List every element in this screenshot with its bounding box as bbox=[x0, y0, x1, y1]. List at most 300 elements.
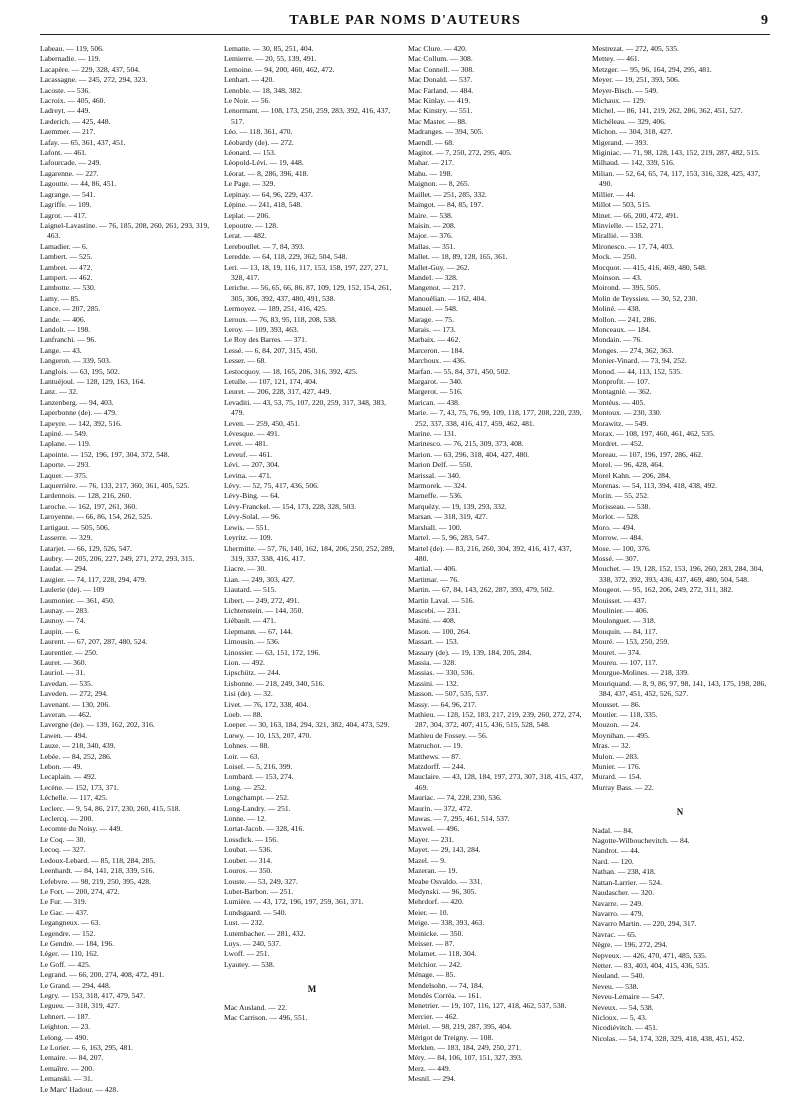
index-entry: Navarre. — 249. bbox=[592, 898, 644, 908]
index-entry: Le Lorier. — 6, 163, 295, 481. bbox=[40, 1043, 134, 1052]
index-entry: Lemaire. — 84, 207. bbox=[40, 1053, 104, 1063]
index-entry: Lacassagne. — 245, 272, 294, 323. bbox=[40, 75, 148, 85]
index-entry: Nadal. — 84. bbox=[592, 825, 633, 835]
index-entry: Lauriol. — 31. bbox=[40, 668, 86, 678]
index-entry: Lauret. — 360. bbox=[40, 657, 87, 667]
index-entry: Mironesco. — 17, 74, 403. bbox=[592, 241, 674, 251]
index-entry: Lafay. — 65, 361, 437, 451. bbox=[40, 137, 126, 147]
index-entry: Lévy-Solal. — 96. bbox=[224, 512, 281, 522]
index-entry: Nicodiévitch. — 451. bbox=[592, 1023, 658, 1033]
index-entry: Moutier. — 118, 335. bbox=[592, 710, 658, 719]
index-entry: Leyritz. — 109. bbox=[224, 533, 273, 543]
index-entry: Lefebvre. — 98, 219, 250, 395, 428. bbox=[40, 876, 151, 886]
index-entry: Minvielle. — 152, 271. bbox=[592, 220, 664, 230]
index-entry: Mordret. — 452. bbox=[592, 439, 644, 449]
index-entry: Michon. — 304, 318, 427. bbox=[592, 127, 673, 137]
index-entry: Minet. — 66, 200, 472, 491. bbox=[592, 210, 679, 220]
index-entry: Laudat. — 294. bbox=[40, 564, 88, 574]
index-entry: Mock. — 250. bbox=[592, 252, 637, 262]
index-entry: Le Grand. — 294, 448. bbox=[40, 980, 111, 990]
index-entry: Milian. — 52, 64, 65, 74, 117, 153, 316, 328, 425, 437, 490. bbox=[592, 168, 761, 189]
index-entry: Lardennois. — 128, 216, 260. bbox=[40, 491, 132, 501]
index-entry: Lanz. — 32. bbox=[40, 387, 78, 397]
index-entry: Laroche. — 162, 197, 261, 360. bbox=[40, 501, 138, 511]
index-entry: Mazeran. — 19. bbox=[408, 866, 458, 876]
index-entry: Monier-Vinard. — 73, 94, 252. bbox=[592, 356, 687, 366]
index-entry: Massart. — 153. bbox=[408, 637, 459, 647]
index-entry: Léonard. — 153. bbox=[224, 148, 276, 158]
index-entry: Léopold-Lévi. — 19, 448. bbox=[224, 158, 304, 168]
index-entry: Lebée. — 84, 252, 286. bbox=[40, 751, 112, 761]
index-entry: Léchelle. — 117, 425. bbox=[40, 793, 108, 803]
index-entry: Laperbonne (de). — 479. bbox=[40, 408, 117, 418]
index-entry: Maisin. — 208. bbox=[408, 220, 456, 230]
index-entry: Lambotte. — 530. bbox=[40, 283, 96, 293]
index-entry: Morrow. — 484. bbox=[592, 533, 643, 543]
index-entry: Lisbonne. — 218, 249, 340, 516. bbox=[224, 678, 325, 688]
index-entry: Morenas. — 54, 113, 394, 418, 438, 492. bbox=[592, 481, 718, 491]
index-entry: Murray Bass. — 22. bbox=[592, 782, 654, 792]
index-entry: Louste. — 53, 249, 327. bbox=[224, 876, 298, 886]
index-entry: Mossé. — 307. bbox=[592, 553, 639, 563]
index-entry: Manouélian. — 162, 404. bbox=[408, 293, 487, 303]
index-entry: Libert. — 249, 272, 491. bbox=[224, 595, 300, 605]
index-entry: Lambert. — 525. bbox=[40, 252, 93, 262]
index-entry: Margarot. — 340. bbox=[408, 377, 463, 386]
index-entry: Mouret. — 374. bbox=[592, 647, 641, 657]
index-entry: Morawitz. — 549. bbox=[592, 418, 649, 428]
index-entry: Massary (de). — 19, 139, 184, 205, 284. bbox=[408, 647, 532, 657]
index-entry: Mac Collum. — 308. bbox=[408, 54, 473, 64]
index-entry: Massia. — 328. bbox=[408, 657, 457, 667]
index-entry: Lesser. — 68. bbox=[224, 356, 267, 366]
index-entry: Lortat-Jacob. — 328, 416. bbox=[224, 824, 305, 834]
index-entry: Leclercq. — 200. bbox=[40, 814, 94, 824]
index-entry: Leri. — 13, 18, 19, 116, 117, 153, 158, 197, 227, 271, 328, 417. bbox=[224, 262, 388, 282]
section-letter-heading: M bbox=[307, 984, 317, 995]
index-entry: Lust. — 232. bbox=[224, 918, 265, 928]
index-entry: Lumière. — 43, 172, 196, 197, 259, 361, 371. bbox=[224, 897, 364, 907]
index-entry: Maire. — 538. bbox=[408, 210, 453, 220]
index-entry: Mangenot. — 217. bbox=[408, 283, 466, 293]
index-entry: Menetrier. — 19, 107, 116, 127, 418, 462, 537, 538. bbox=[408, 1001, 567, 1011]
index-entry: Nandrot. — 44. bbox=[592, 846, 640, 856]
index-entry: Le Gac. — 437. bbox=[40, 907, 89, 917]
index-entry: Moulonguet. — 318. bbox=[592, 616, 656, 626]
index-entry: Launay. — 283. bbox=[40, 605, 89, 615]
index-entry: Lambret. — 472. bbox=[40, 262, 93, 272]
index-entry: Lundsgaard. — 540. bbox=[224, 907, 287, 917]
index-entry: Leroux. — 76, 83, 95, 118, 208, 538. bbox=[224, 314, 337, 324]
index-entry: Mehrdorf. — 420. bbox=[408, 897, 464, 907]
index-entry: Legueu. — 318, 319, 427. bbox=[40, 1001, 120, 1011]
index-entry: Legry. — 153, 318, 417, 479, 547. bbox=[40, 990, 145, 1000]
index-entry: Letulle. — 107, 121, 174, 404. bbox=[224, 377, 318, 386]
index-entry: Lestocquoy. — 18, 165, 206, 316, 392, 425. bbox=[224, 366, 358, 376]
index-entry: Monod. — 44, 113, 152, 535. bbox=[592, 366, 683, 376]
index-entry: Lereboullet. — 7, 84, 393. bbox=[224, 241, 305, 251]
index-entry: Lœwy. — 10, 153, 207, 470. bbox=[224, 730, 312, 740]
index-entry: Leveuf. — 461. bbox=[224, 449, 273, 459]
index-entry: Mollon. — 241, 286. bbox=[592, 314, 657, 324]
index-entry: Lenhart. — 420. bbox=[224, 75, 275, 85]
index-entry: Lavedan. — 535. bbox=[40, 678, 93, 688]
index-entry: Mouzon. — 24. bbox=[592, 720, 641, 730]
index-entry: Mallet-Guy. — 262. bbox=[408, 262, 470, 272]
index-entry: Meinicke. — 350. bbox=[408, 928, 464, 938]
index-entry: Lauze. — 218, 340, 439. bbox=[40, 741, 116, 751]
index-entry: Lian. — 249, 303, 427. bbox=[224, 574, 295, 584]
index-entry: Lecène. — 152, 173, 371. bbox=[40, 782, 119, 792]
index-entry: Lhermitte. — 57, 76, 140, 162, 184, 206, 250, 252, 289, 319, 337, 338, 416, 417. bbox=[224, 543, 395, 563]
index-entry: Manuel. — 548. bbox=[408, 304, 458, 314]
index-entry: Mercier. — 462. bbox=[408, 1011, 459, 1021]
index-entry: Martel. — 5, 96, 283, 547. bbox=[408, 533, 489, 543]
index-entry: Lantuéjoul. — 128, 129, 163, 164. bbox=[40, 377, 146, 386]
index-entry: Lemaître. — 200. bbox=[40, 1063, 94, 1073]
index-entry: Marinesco. — 76, 215, 309, 373, 408. bbox=[408, 439, 524, 449]
index-entry: Mirallié. — 338. bbox=[592, 231, 644, 241]
index-entry: Meige. — 338, 393, 463. bbox=[408, 918, 485, 928]
index-entry: Migerand. — 393. bbox=[592, 137, 649, 147]
index-entry: Linossier. — 63, 151, 172, 196. bbox=[224, 647, 321, 657]
index-entry: Mandel. — 328. bbox=[408, 272, 458, 282]
index-entry: Marion Delf. — 550. bbox=[408, 460, 473, 470]
index-entry: Lecaplain. — 492. bbox=[40, 772, 97, 782]
index-entry: Lemierre. — 20, 55, 139, 491. bbox=[224, 54, 317, 64]
index-entry: Legrand. — 66, 200, 274, 408, 472, 491. bbox=[40, 970, 165, 980]
index-entry: Lanfranchi. — 96. bbox=[40, 335, 97, 345]
index-entry: Lamy. — 85. bbox=[40, 293, 81, 303]
index-entry: Laulerie (de). — 109 bbox=[40, 585, 105, 595]
index-entry: Léger. — 110, 162. bbox=[40, 949, 99, 959]
index-column-4 bbox=[592, 44, 768, 1076]
index-entry: Lewis. — 551. bbox=[224, 522, 270, 532]
index-entry: Liepmann. — 67, 144. bbox=[224, 626, 293, 636]
index-entry: Mathieu de Fossey. — 56. bbox=[408, 730, 488, 740]
page-number: 9 bbox=[761, 13, 768, 28]
index-entry: Lepinay. — 64, 96, 229, 437. bbox=[224, 189, 313, 199]
index-entry: Lepoutre. — 128. bbox=[224, 220, 278, 230]
index-entry: Mouquin. — 84, 117. bbox=[592, 626, 658, 636]
index-entry: Lerat. — 482. bbox=[224, 231, 267, 241]
index-entry: Meyer. — 19, 251, 393, 506. bbox=[592, 75, 680, 85]
index-entry: Munier. — 176. bbox=[592, 762, 641, 772]
index-entry: Mettey. — 461. bbox=[592, 54, 640, 64]
index-entry: Nègre. — 196, 272, 294. bbox=[592, 940, 668, 950]
index-entry: Longchampt. — 252. bbox=[224, 793, 289, 803]
index-entry: Moirond. — 395, 505. bbox=[592, 283, 661, 293]
index-entry: Le Roy des Barres. — 371. bbox=[224, 335, 307, 345]
index-entry: Mahu. — 198. bbox=[408, 168, 453, 178]
index-entry: Mac Donald. — 537. bbox=[408, 75, 473, 85]
index-entry: Legangneux. — 63. bbox=[40, 918, 101, 928]
index-entry: Massias. — 330, 536. bbox=[408, 668, 475, 678]
index-entry: Lecomte du Noisy. — 449. bbox=[40, 824, 123, 834]
index-entry: Marine. — 131. bbox=[408, 429, 457, 439]
index-entry: Nathan. — 238, 418. bbox=[592, 867, 656, 877]
index-entry: Leighton. — 23. bbox=[40, 1022, 91, 1032]
index-entry: Lampert. — 462. bbox=[40, 272, 93, 282]
index-entry: Lévy-Franckel. — 154, 173, 228, 328, 503. bbox=[224, 501, 357, 511]
index-entry: Meier. — 10. bbox=[408, 907, 449, 917]
index-entry: Moureu. — 107, 117. bbox=[592, 657, 658, 667]
index-entry: Lombard. — 153, 274. bbox=[224, 772, 294, 782]
index-entry: Lebon. — 49. bbox=[40, 762, 83, 772]
index-entry: Nicloux. — 5, 43. bbox=[592, 1012, 647, 1022]
index-entry: Leplat. — 206. bbox=[224, 210, 270, 220]
index-entry: Lapeyre. — 142, 392, 516. bbox=[40, 418, 122, 428]
index-entry: Liautard. — 515. bbox=[224, 585, 277, 595]
index-entry: Laurentier. — 250. bbox=[40, 647, 98, 657]
index-entry: Mac Kinlay. — 419. bbox=[408, 96, 471, 106]
index-entry: Monceaux. — 184. bbox=[592, 324, 651, 334]
index-entry: Luys. — 240, 537. bbox=[224, 938, 281, 948]
index-entry: Naudascher. — 320. bbox=[592, 888, 654, 898]
index-entry: Limousin. — 536. bbox=[224, 637, 280, 647]
index-entry: Ménage. — 85. bbox=[408, 970, 456, 980]
index-entry: Marican. — 438. bbox=[408, 397, 460, 407]
index-entry: Marmorek. — 324. bbox=[408, 481, 467, 491]
index-entry: Léobardy (de). — 272. bbox=[224, 137, 294, 147]
index-entry: Milhaud. — 142, 339, 516. bbox=[592, 158, 675, 168]
index-entry: Nicolas. — 54, 174, 328, 329, 418, 438, 451, 452. bbox=[592, 1033, 745, 1043]
index-entry: Landolt. — 198. bbox=[40, 324, 91, 334]
index-entry: Livet. — 76, 172, 338, 404. bbox=[224, 699, 309, 709]
index-entry: Laveran. — 462. bbox=[40, 710, 92, 719]
index-entry: Lamadier. — 6. bbox=[40, 241, 88, 251]
index-entry: Montoux. — 230, 330. bbox=[592, 408, 662, 418]
index-entry: Michel. — 86, 141, 219, 262, 286, 362, 451, 527. bbox=[592, 106, 743, 116]
index-entry: Molin de Teyssieu. — 30, 52, 230. bbox=[592, 293, 698, 303]
index-entry: Lessé. — 6, 84, 207, 315, 450. bbox=[224, 345, 318, 355]
index-entry: Mahar. — 217. bbox=[408, 158, 454, 168]
index-entry: Lévesque. — 491. bbox=[224, 429, 280, 439]
index-entry: Melchior. — 242. bbox=[408, 959, 462, 969]
index-entry: Michaux. — 129. bbox=[592, 96, 646, 106]
section-letter-heading: N bbox=[676, 807, 684, 818]
index-entry: Mac Kinstry. — 551. bbox=[408, 106, 473, 116]
index-entry: Lonne. — 12. bbox=[224, 814, 267, 824]
index-entry: Millier. — 44. bbox=[592, 189, 636, 199]
index-entry: Marage. — 75. bbox=[408, 314, 454, 324]
index-entry: Marie. — 7, 43, 75, 76, 99, 109, 118, 177, 208, 220, 239, 252, 337, 338, 416, 417, 459, 462, 481. bbox=[408, 408, 582, 428]
index-entry: Mouchet. — 19, 128, 152, 153, 196, 260, 283, 284, 304, 338, 372, 392, 393, 436, 437, 469, 480, 504, 548. bbox=[592, 564, 764, 584]
index-entry: Marshall. — 100. bbox=[408, 522, 462, 532]
index-entry: Lagrot. — 417. bbox=[40, 210, 87, 220]
index-entry: Long-Landry. — 251. bbox=[224, 803, 291, 813]
index-entry: Mousset. — 86. bbox=[592, 699, 641, 709]
index-entry: Mouré. — 153, 250, 259. bbox=[592, 637, 670, 647]
index-entry: Lipschütz. — 244. bbox=[224, 668, 281, 678]
index-entry: Monprofit. — 107. bbox=[592, 377, 650, 386]
index-entry: Laumonier. — 361, 450. bbox=[40, 595, 115, 605]
index-entry: Navrac. — 65. bbox=[592, 929, 637, 939]
index-entry: Neuland. — 540. bbox=[592, 971, 645, 981]
index-entry: Morax. — 108, 197, 460, 461, 462, 535. bbox=[592, 429, 715, 439]
index-entry: Mouisset. — 437. bbox=[592, 595, 647, 605]
index-entry: Levaditi. — 43, 53, 75, 107, 220, 259, 317, 348, 383, 479. bbox=[224, 397, 386, 418]
index-entry: Lisi (de). — 32. bbox=[224, 689, 273, 699]
index-entry: Loeb. — 88. bbox=[224, 710, 263, 719]
index-entry: Le Gendre. — 184, 196. bbox=[40, 938, 115, 948]
index-entry: Lagriffe. — 109. bbox=[40, 200, 92, 210]
index-entry: Loubet. — 314. bbox=[224, 855, 273, 865]
author-index bbox=[40, 44, 772, 1094]
index-entry: Marneffe. — 536. bbox=[408, 491, 463, 501]
index-entry: Lavergne (de). — 139, 162, 202, 316. bbox=[40, 720, 155, 730]
index-entry: Leroy. — 109, 393, 463. bbox=[224, 324, 299, 334]
index-entry: Martin. — 67, 84, 143, 262, 287, 393, 479, 502. bbox=[408, 585, 554, 595]
index-entry: Montéus. — 405. bbox=[592, 397, 646, 407]
index-entry: Morel Kahn. — 206, 284. bbox=[592, 470, 671, 480]
index-entry: Lévi. — 207, 304. bbox=[224, 460, 280, 470]
index-entry: Martel (de). — 83, 216, 260, 304, 392, 416, 417, 437, 480. bbox=[408, 543, 572, 563]
index-entry: Michéleau. — 329, 406. bbox=[592, 116, 666, 126]
index-entry: Leredde. — 64, 118, 229, 362, 504, 548. bbox=[224, 252, 348, 262]
index-column-3 bbox=[408, 44, 584, 1084]
index-entry: Melamet. — 118, 304. bbox=[408, 949, 477, 959]
index-entry: Marquézy. — 19, 139, 293, 332. bbox=[408, 501, 507, 511]
index-entry: Masini. — 408. bbox=[408, 616, 456, 626]
index-entry: Lyautey. — 538. bbox=[224, 959, 275, 969]
index-entry: Nard. — 120. bbox=[592, 856, 634, 866]
index-entry: Mougeot. — 95, 162, 206, 249, 272, 311, 382. bbox=[592, 585, 734, 595]
index-entry: Leven. — 259, 450, 451. bbox=[224, 418, 300, 428]
index-entry: Labeau. — 119, 506. bbox=[40, 44, 104, 53]
index-entry: Lagoutte. — 44, 86, 451. bbox=[40, 179, 117, 189]
index-entry: Marsan. — 318, 319, 427. bbox=[408, 512, 488, 522]
index-entry: Loir. — 63. bbox=[224, 751, 260, 761]
index-entry: Mérigot de Treigny. — 108. bbox=[408, 1032, 494, 1042]
index-entry: Merz. — 449. bbox=[408, 1063, 451, 1073]
index-entry: Mondain. — 76. bbox=[592, 335, 643, 345]
index-entry: Morlot. — 528. bbox=[592, 512, 640, 522]
index-entry: Lafourcade. — 249. bbox=[40, 158, 102, 168]
index-entry: Marais. — 173. bbox=[408, 324, 456, 334]
index-entry: Nagotte-Wilbouchevitch. — 84. bbox=[592, 836, 690, 846]
index-entry: Matzdorff. — 244. bbox=[408, 762, 466, 772]
index-entry: Moynihan. — 495. bbox=[592, 730, 650, 740]
index-entry: Metzger. — 95, 96, 164, 294, 295, 481. bbox=[592, 64, 712, 74]
index-entry: Levet. — 481. bbox=[224, 439, 268, 449]
index-entry: Marion. — 63, 296, 318, 404, 427, 480. bbox=[408, 449, 530, 459]
index-entry: Levina. — 471. bbox=[224, 470, 272, 480]
index-entry: Lecoq. — 327. bbox=[40, 845, 86, 855]
index-entry: Mac Carrison. — 496, 551. bbox=[224, 1012, 308, 1022]
index-entry: Marissal. — 340. bbox=[408, 470, 461, 480]
index-entry: Long. — 252. bbox=[224, 782, 267, 792]
index-entry: Mawas. — 7, 295, 461, 514, 537. bbox=[408, 814, 510, 824]
index-entry: Lossdick. — 156. bbox=[224, 834, 278, 844]
index-entry: Martimar. — 76. bbox=[408, 574, 460, 584]
index-entry: Langeron. — 339, 503. bbox=[40, 356, 111, 366]
page-header bbox=[40, 10, 770, 35]
index-entry: Laplane. — 119. bbox=[40, 439, 91, 449]
index-entry: Mac Connell. — 308. bbox=[408, 64, 475, 74]
index-entry: Medynski. — 96, 305. bbox=[408, 886, 477, 896]
index-entry: Mourgue-Molines. — 218, 339. bbox=[592, 668, 689, 678]
index-entry: Mendès Corréa. — 161. bbox=[408, 990, 482, 1000]
index-entry: Laugier. — 74, 117, 228, 294, 479. bbox=[40, 574, 147, 584]
index-entry: Léorat. — 8, 286, 396, 418. bbox=[224, 168, 309, 178]
index-entry: Mauclaire. — 43, 128, 184, 197, 273, 307, 318, 415, 437, 469. bbox=[408, 772, 584, 792]
index-entry: Massini. — 132. bbox=[408, 678, 459, 688]
index-entry: Langlois. — 63, 195, 502. bbox=[40, 366, 120, 376]
index-entry: Le Marc' Hadour. — 428. bbox=[40, 1084, 119, 1094]
index-entry: Mac Clure. — 420. bbox=[408, 44, 467, 53]
index-entry: Mauriac. — 74, 228, 230, 536. bbox=[408, 793, 502, 803]
index-entry: Murard. — 154. bbox=[592, 772, 642, 782]
index-column-1 bbox=[40, 44, 216, 1094]
index-entry: Mériel. — 98, 219, 287, 395, 404. bbox=[408, 1022, 512, 1032]
index-entry: Laporte. — 293. bbox=[40, 460, 91, 470]
index-entry: Lacapère. — 229, 328, 437, 504. bbox=[40, 64, 140, 74]
index-entry: Magitot. — 7, 250, 272, 295, 405. bbox=[408, 148, 512, 158]
index-entry: Maurin. — 372, 472. bbox=[408, 803, 473, 813]
index-entry: Mouriquand. — 8, 9, 86, 97, 98, 141, 143, 175, 198, 286, 384, 437, 451, 452, 526, 527. bbox=[592, 678, 767, 699]
index-entry: Loeper. — 30, 163, 184, 294, 321, 382, 404, 473, 529. bbox=[224, 720, 390, 730]
index-entry: Legendre. — 152. bbox=[40, 928, 96, 938]
index-entry: Moreau. — 107, 196, 197, 286, 462. bbox=[592, 449, 703, 459]
index-entry: Major. — 376. bbox=[408, 231, 453, 241]
index-entry: Leenhardt. — 84, 141, 218, 339, 516. bbox=[40, 866, 155, 876]
index-entry: Margerot. — 516. bbox=[408, 387, 463, 397]
index-entry: Lapointe. — 152, 196, 197, 304, 372, 548. bbox=[40, 449, 170, 459]
index-entry: Martin Laval. — 516. bbox=[408, 595, 475, 605]
index-entry: Nepveux. — 426, 470, 471, 485, 535. bbox=[592, 950, 707, 960]
index-entry: Lichtenstein. — 144, 350. bbox=[224, 605, 304, 615]
index-entry: Marbaix. — 462. bbox=[408, 335, 461, 345]
index-entry: Launoy. — 74. bbox=[40, 616, 86, 626]
index-entry: Lacoste. — 536. bbox=[40, 85, 91, 95]
index-entry: Le Page. — 329. bbox=[224, 179, 276, 189]
index-entry: Marceron. — 184. bbox=[408, 345, 465, 355]
index-entry: Marchoux. — 436. bbox=[408, 356, 466, 366]
index-entry: Mendelsohn. — 74, 184. bbox=[408, 980, 484, 990]
index-entry: Lemanski. — 31. bbox=[40, 1074, 93, 1084]
index-entry: Lapiné. — 549. bbox=[40, 429, 88, 439]
index-entry: Nattan-Larrier. — 524. bbox=[592, 877, 663, 887]
index-entry: Lohnes. — 88. bbox=[224, 741, 270, 751]
index-entry: Loubat. — 536. bbox=[224, 845, 273, 855]
index-entry: Morisseau. — 538. bbox=[592, 501, 651, 511]
index-entry: Le Coq. — 30. bbox=[40, 834, 86, 844]
index-entry: Lematte. — 30, 85, 251, 404. bbox=[224, 44, 314, 53]
index-entry: Loisel. — 5, 216, 399. bbox=[224, 762, 293, 772]
index-entry: Lévy. — 52, 75, 417, 436, 506. bbox=[224, 481, 319, 491]
index-entry: Maxwel. — 496. bbox=[408, 824, 460, 834]
index-entry: Millot — 503, 515. bbox=[592, 200, 651, 210]
index-entry: Lagrange. — 541. bbox=[40, 189, 96, 199]
index-entry: Lange. — 43. bbox=[40, 345, 82, 355]
index-entry: Marfan. — 55, 84, 371, 450, 502. bbox=[408, 366, 511, 376]
index-entry: Latarjet. — 66, 129, 526, 547. bbox=[40, 543, 132, 553]
index-entry: Monges. — 274, 362, 363. bbox=[592, 345, 674, 355]
index-entry: Louros. — 350. bbox=[224, 866, 273, 876]
index-entry: Læderich. — 425, 448. bbox=[40, 116, 111, 126]
index-entry: Moliné. — 438. bbox=[592, 304, 641, 314]
index-entry: Morel. — 96, 428, 464. bbox=[592, 460, 664, 470]
index-entry: Lagarenne. — 227. bbox=[40, 168, 99, 178]
index-entry: Lehnert. — 187. bbox=[40, 1011, 91, 1021]
index-entry: Lévy-Bing. — 64. bbox=[224, 491, 280, 501]
index-entry: Laemmer. — 217. bbox=[40, 127, 96, 137]
index-entry: Matthews. — 87. bbox=[408, 751, 461, 761]
index-entry: Leuret. — 206, 228, 317, 427, 449. bbox=[224, 387, 332, 397]
index-entry: Ladreyt. — 449. bbox=[40, 106, 91, 116]
index-entry: Leclerc. — 9, 54, 86, 217, 230, 260, 415, 518. bbox=[40, 803, 181, 813]
